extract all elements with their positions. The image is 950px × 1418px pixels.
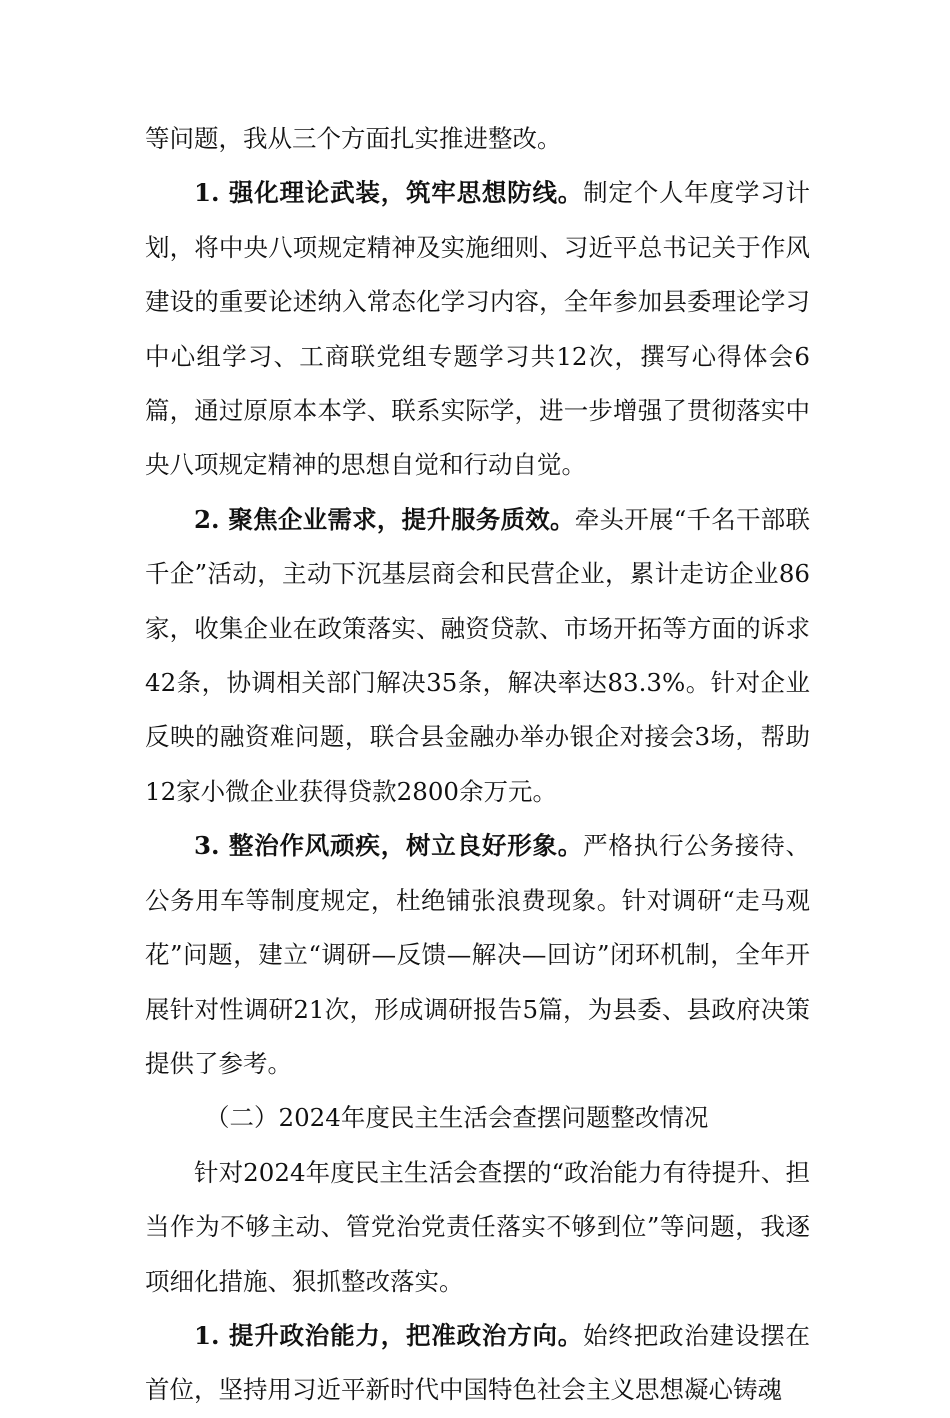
paragraph-lead: 1. 强化理论武装，筑牢思想防线。 [194,178,584,208]
paragraph-item-1 [145,166,810,492]
paragraph-continuation [145,112,810,166]
section-heading-text: （二）2024年度民主生活会查摆问题整改情况 [205,1103,709,1133]
paragraph-intro [145,1146,810,1309]
paragraph-lead: 2. 聚焦企业需求，提升服务质效。 [194,504,575,534]
paragraph-item-3 [145,819,810,1091]
paragraph-text: 牵头开展“千名干部联千企”活动，主动下沉基层商会和民营企业，累计走访企业86家，收集企业在政策落实、融资贷款、市场开拓等方面的诉求42条，协调相关部门解决35条，解决率达83.3%。针对企业反映的融资难问题，联合县金融办举办银企对接会3场，帮助12家小微企业获得贷款2800余万元。 [145,504,811,806]
paragraph-lead: 3. 整治作风顽疾，树立良好形象。 [194,831,584,861]
paragraph-text: 等问题，我从三个方面扎实推进整改。 [145,124,562,153]
section-heading [145,1091,810,1145]
document-body [145,112,810,1418]
paragraph-lead: 1. 提升政治能力，把准政治方向。 [194,1320,584,1350]
paragraph-item-2 [145,493,810,819]
paragraph-text: 严格执行公务接待、公务用车等制度规定，杜绝铺张浪费现象。针对调研“走马观花”问题，建立“调研—反馈—解决—回访”闭环机制，全年开展针对性调研21次，形成调研报告5篇，为县委、县政府决策提供了参考。 [145,831,811,1078]
paragraph-text: 针对2024年度民主生活会查摆的“政治能力有待提升、担当作为不够主动、管党治党责任落实不够到位”等问题，我逐项细化措施、狠抓整改落实。 [145,1157,810,1296]
paragraph-text: 始终把政治建设摆在首位，坚持用习近平新时代中国特色社会主义思想凝心铸魂 [145,1320,811,1405]
paragraph-item-1-b [145,1309,810,1418]
paragraph-text: 制定个人年度学习计划，将中央八项规定精神及实施细则、习近平总书记关于作风建设的重要论述纳入常态化学习内容，全年参加县委理论学习中心组学习、工商联党组专题学习共12次，撰写心得体会6篇，通过原原本本学、联系实际学，进一步增强了贯彻落实中央八项规定精神的思想自觉和行动自觉。 [145,178,811,480]
